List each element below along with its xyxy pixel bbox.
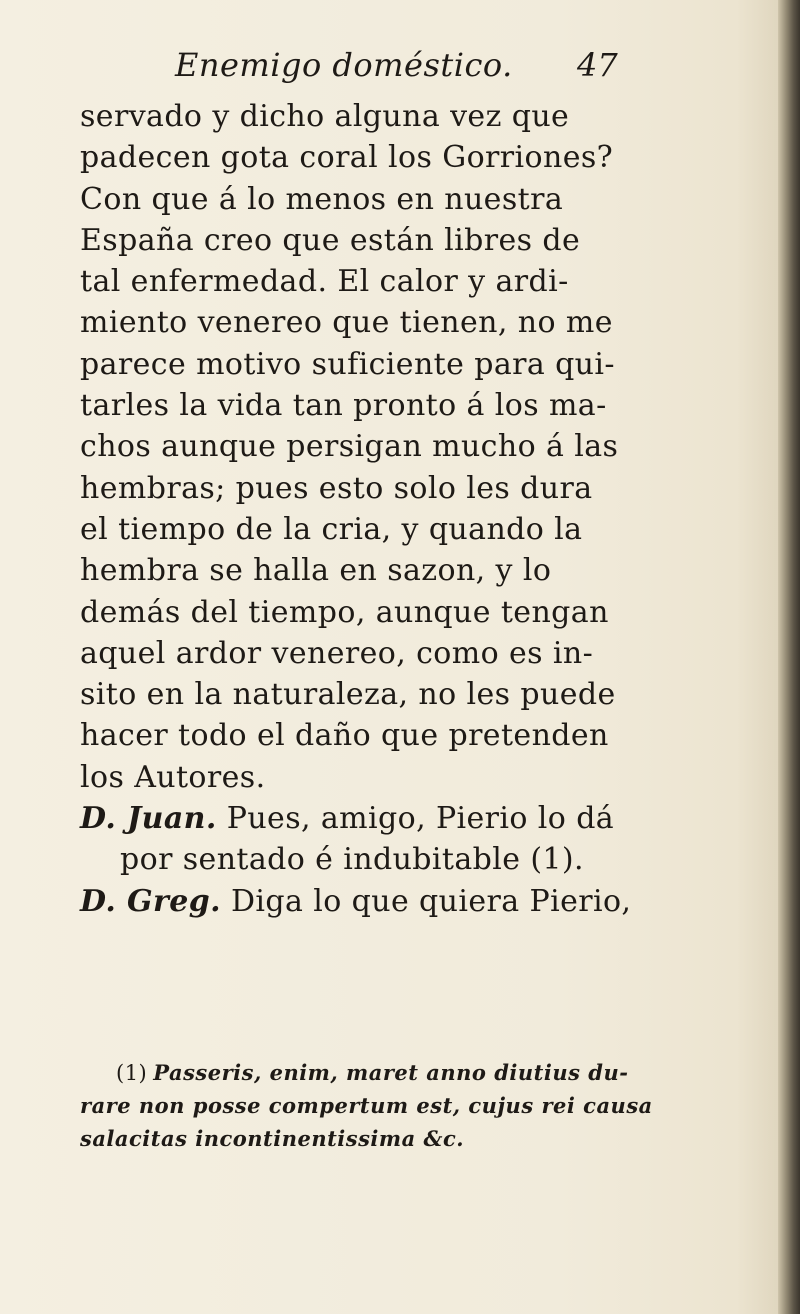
text-line: sito en la naturaleza, no les puede xyxy=(80,677,616,713)
page-number: 47 xyxy=(577,46,618,84)
text-line: tal enfermedad. El calor y ardi- xyxy=(80,264,569,300)
dialogue-text: Diga lo que quiera Pierio, xyxy=(230,883,632,919)
dialogue-line xyxy=(80,881,700,922)
page-header xyxy=(175,46,695,90)
text-line: el tiempo de la cria, y quando la xyxy=(80,511,583,547)
dialogue-line: por sentado é indubitable (1). xyxy=(120,842,584,878)
text-line: demás del tiempo, aunque tengan xyxy=(80,594,609,630)
running-title: Enemigo doméstico. xyxy=(175,46,513,84)
dialogue-text: Pues, amigo, Pierio lo dá xyxy=(226,801,615,837)
footnote-line: rare non posse compertum est, cujus rei causa xyxy=(80,1093,653,1118)
text-line: miento venereo que tienen, no me xyxy=(80,305,613,341)
text-line: tarles la vida tan pronto á los ma- xyxy=(80,388,607,424)
text-line: los Autores. xyxy=(80,759,266,795)
speaker-label: D. Juan. xyxy=(80,801,217,837)
text-line: chos aunque persigan mucho á las xyxy=(80,429,619,465)
footnote-line: salacitas incontinentissima &c. xyxy=(80,1126,465,1151)
body-text xyxy=(80,96,700,922)
footnote-text: Passeris, enim, maret anno diutius du- xyxy=(153,1060,629,1085)
text-line: hacer todo el daño que pretenden xyxy=(80,718,609,754)
text-line: Con que á lo menos en nuestra xyxy=(80,181,564,217)
text-line: España creo que están libres de xyxy=(80,222,581,258)
footnote xyxy=(80,1056,720,1155)
speaker-label: D. Greg. xyxy=(80,883,221,919)
text-line: hembra se halla en sazon, y lo xyxy=(80,553,552,589)
text-line: padecen gota coral los Gorriones? xyxy=(80,140,614,176)
page-edge-shadow xyxy=(778,0,800,1314)
text-line: aquel ardor venereo, como es in- xyxy=(80,635,594,671)
footnote-line xyxy=(80,1056,720,1089)
text-line: parece motivo suficiente para qui- xyxy=(80,346,615,382)
text-line: hembras; pues esto solo les dura xyxy=(80,470,593,506)
dialogue-line xyxy=(80,798,700,839)
footnote-mark: (1) xyxy=(116,1061,148,1085)
text-line: servado y dicho alguna vez que xyxy=(80,99,570,134)
